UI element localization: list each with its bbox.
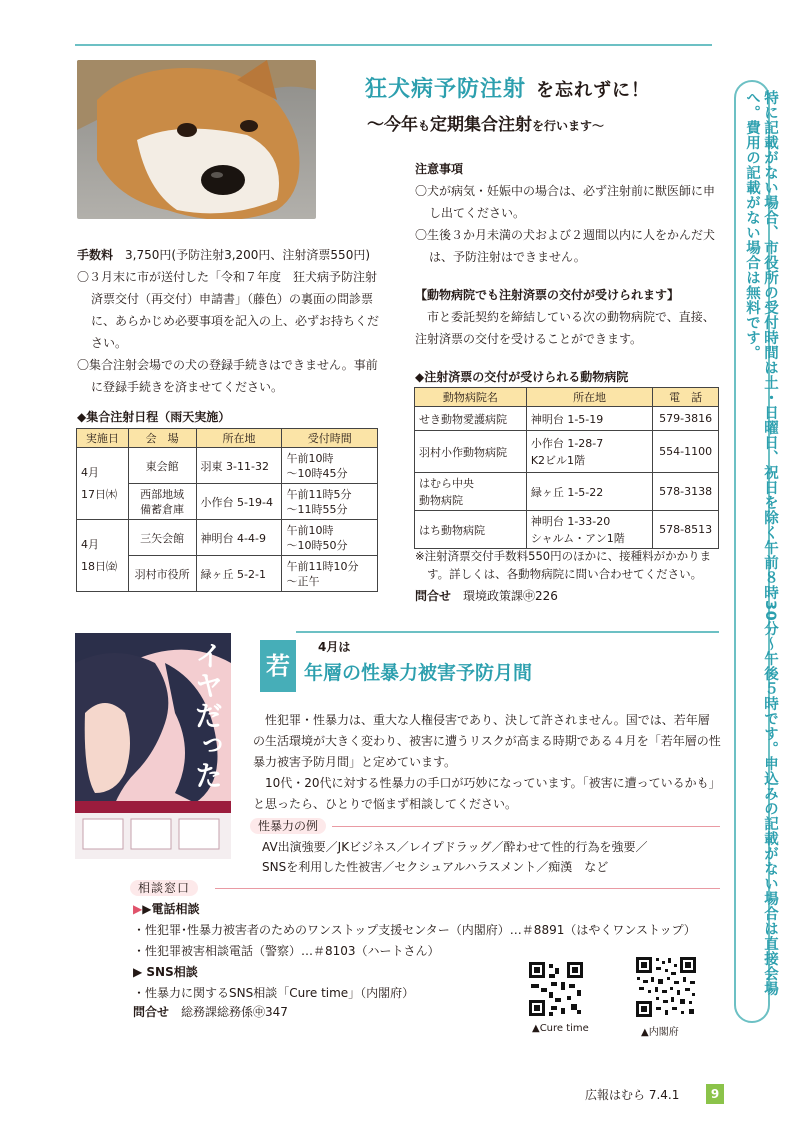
schedule-venue: 東会館 — [128, 448, 196, 484]
contact-value: 総務課総務係㊥347 — [181, 1005, 288, 1019]
schedule-address: 小作台 5-19-4 — [196, 484, 282, 520]
caution-heading: 注意事項 — [415, 162, 464, 176]
examples-divider — [332, 826, 720, 827]
table-header: 動物病院名 — [415, 388, 527, 407]
sidebar-note — [734, 80, 778, 1023]
schedule-table — [76, 428, 378, 592]
caution-item: 〇生後３か月未満の犬および２週間以内に人をかんだ犬は、予防注射はできません。 — [415, 228, 716, 264]
caution-block — [415, 158, 720, 268]
examples-line: SNSを利用した性被害／セクシュアルハラスメント／痴漢 など — [262, 860, 609, 874]
page-title — [365, 72, 650, 103]
sidebar-text: 特に記載がない場合、市役所の受付時間は土・日曜日、祝日を除く午前８時30分～午後５時です。申込みの記載がない場合は直接会場へ。費用の記載がない場合は無料です。 — [744, 90, 778, 997]
subtitle-part: ～今年 — [367, 115, 418, 135]
section-rule — [296, 631, 719, 633]
hospital-phone: 579-3816 — [653, 407, 719, 431]
schedule-heading: ◆集合注射日程（雨天実施） — [77, 410, 231, 424]
table-header: 所在地 — [526, 388, 652, 407]
hospital-address: 小作台 1-28-7 K2ビル1階 — [526, 431, 652, 473]
violence-paragraph: 性犯罪・性暴力は、重大な人権侵害であり、決して許されません。国では、若年層の生活環境が大きく変わり、被害に遭うリスクが高まる時期である４月を「若年層の性暴力被害予防月間」と定めています。 — [253, 713, 721, 769]
examples-line: AV出演強要／JKビジネス／レイプドラッグ／酔わせて性的行為を強要／ — [262, 840, 648, 854]
hospital-text: 市と委託契約を締結している次の動物病院で、直接、注射済票の交付を受けることができます。 — [415, 310, 715, 346]
schedule-venue: 羽村市役所 — [128, 556, 196, 592]
dog-photo — [77, 60, 316, 219]
hospital-table-heading: ◆注射済票の交付が受けられる動物病院 — [415, 370, 629, 384]
poster-title: イヤだった — [191, 641, 224, 791]
sns-item: ・性暴力に関するSNS相談「Cure time」（内閣府） — [133, 986, 415, 1000]
top-rule — [75, 44, 712, 46]
footer-publication: 広報はむら 7.4.1 — [585, 1088, 680, 1102]
sns-heading: ▶ SNS相談 — [133, 965, 198, 979]
hospital-block — [415, 284, 720, 350]
title-main: 狂犬病予防注射 — [365, 77, 527, 102]
hospital-phone: 554-1100 — [653, 431, 719, 473]
schedule-address: 神明台 4-4-9 — [196, 520, 282, 556]
table-header: 実施日 — [77, 429, 129, 448]
qr-code-cabinet-office[interactable] — [634, 955, 698, 1019]
hospital-table — [414, 387, 719, 549]
contact-value: 環境政策課㊥226 — [463, 589, 558, 603]
page-subtitle — [367, 110, 604, 135]
subtitle-part: 定期集合注射 — [430, 115, 533, 135]
schedule-venue: 西部地域 備蓄倉庫 — [128, 484, 196, 520]
section-title: 年層の性暴力被害予防月間 — [304, 662, 533, 684]
hospital-contact — [415, 585, 558, 607]
schedule-address: 緑ヶ丘 5-2-1 — [196, 556, 282, 592]
title-tail: を忘れずに！ — [536, 80, 651, 101]
fees-block — [77, 244, 382, 398]
consult-label: 相談窓口 — [130, 880, 198, 896]
phone-heading-text: ▶電話相談 — [142, 902, 200, 916]
table-header: 電 話 — [653, 388, 719, 407]
hospital-name: はむら中央 動物病院 — [415, 473, 527, 511]
schedule-venue: 三矢会館 — [128, 520, 196, 556]
examples-label: 性暴力の例 — [250, 818, 326, 834]
consult-label-row — [130, 879, 198, 896]
hospital-address: 神明台 1-33-20 シャルム・アン1階 — [526, 511, 652, 549]
page-number: 9 — [706, 1084, 724, 1104]
schedule-time: 午前10時 ～10時50分 — [282, 520, 378, 556]
consult-divider — [215, 888, 720, 889]
schedule-date: 4月 18日㈮ — [77, 520, 129, 592]
fee-label: 手数料 — [77, 248, 114, 262]
hospital-note: ※注射済票交付手数料550円のほかに、接種料がかかります。詳しくは、各動物病院に問い合わせてください。 — [415, 549, 712, 581]
table-header: 受付時間 — [282, 429, 378, 448]
hospital-address: 緑ヶ丘 1-5-22 — [526, 473, 652, 511]
hospital-phone: 578-8513 — [653, 511, 719, 549]
fee-line — [77, 244, 382, 266]
caution-item: 〇犬が病気・妊娠中の場合は、必ず注射前に獣医師に申し出てください。 — [415, 184, 716, 220]
table-header: 会 場 — [128, 429, 196, 448]
table-header: 所在地 — [196, 429, 282, 448]
subtitle-part: を行います～ — [532, 119, 605, 133]
qr-code-cure-time[interactable] — [527, 960, 585, 1018]
violence-contact — [133, 1001, 288, 1023]
schedule-date: 4月 17日㈭ — [77, 448, 129, 520]
subtitle-part: も — [418, 119, 431, 133]
hospital-phone: 578-3138 — [653, 473, 719, 511]
section-month: 4月は — [318, 640, 351, 654]
phone-item: ・性犯罪･性暴力被害者のためのワンストップ支援センター（内閣府）…＃8891（はやくワンストップ） — [133, 923, 696, 937]
fee-note: 〇３月末に市が送付した「令和７年度 狂犬病予防注射済票交付（再交付）申請書」（藤色）の裏面の問診票に、あらかじめ必要事項を記入の上、必ずお持ちください。 — [77, 270, 380, 350]
section-badge: 若 — [260, 640, 296, 692]
phone-item: ・性犯罪被害相談電話（警察）…＃8103（ハートさん） — [133, 944, 440, 958]
schedule-time: 午前11時10分 ～正午 — [282, 556, 378, 592]
fee-value: 3,750円(予防注射3,200円、注射済票550円) — [125, 248, 371, 262]
hospital-name: 羽村小作動物病院 — [415, 431, 527, 473]
phone-heading: ▶▶電話相談 — [133, 902, 200, 916]
contact-label: 問合せ — [415, 589, 452, 603]
hospital-address: 神明台 1-5-19 — [526, 407, 652, 431]
schedule-time: 午前10時 ～10時45分 — [282, 448, 378, 484]
hospital-name: せき動物愛護病院 — [415, 407, 527, 431]
hospital-heading: 【動物病院でも注射済票の交付が受けられます】 — [415, 288, 680, 302]
schedule-address: 羽東 3-11-32 — [196, 448, 282, 484]
campaign-poster — [75, 633, 231, 859]
hospital-name: はち動物病院 — [415, 511, 527, 549]
qr-caption: ▲内閣府 — [641, 1027, 679, 1038]
contact-label: 問合せ — [133, 1005, 170, 1019]
fee-note: 〇集合注射会場での犬の登録手続きはできません。事前に登録手続きを済ませてください。 — [77, 358, 378, 394]
schedule-time: 午前11時5分 ～11時55分 — [282, 484, 378, 520]
qr-caption: ▲Cure time — [532, 1023, 589, 1034]
violence-paragraph: 10代・20代に対する性暴力の手口が巧妙になっています。「被害に遭っているかも」と思ったら、ひとりで悩まず相談してください。 — [253, 776, 721, 811]
